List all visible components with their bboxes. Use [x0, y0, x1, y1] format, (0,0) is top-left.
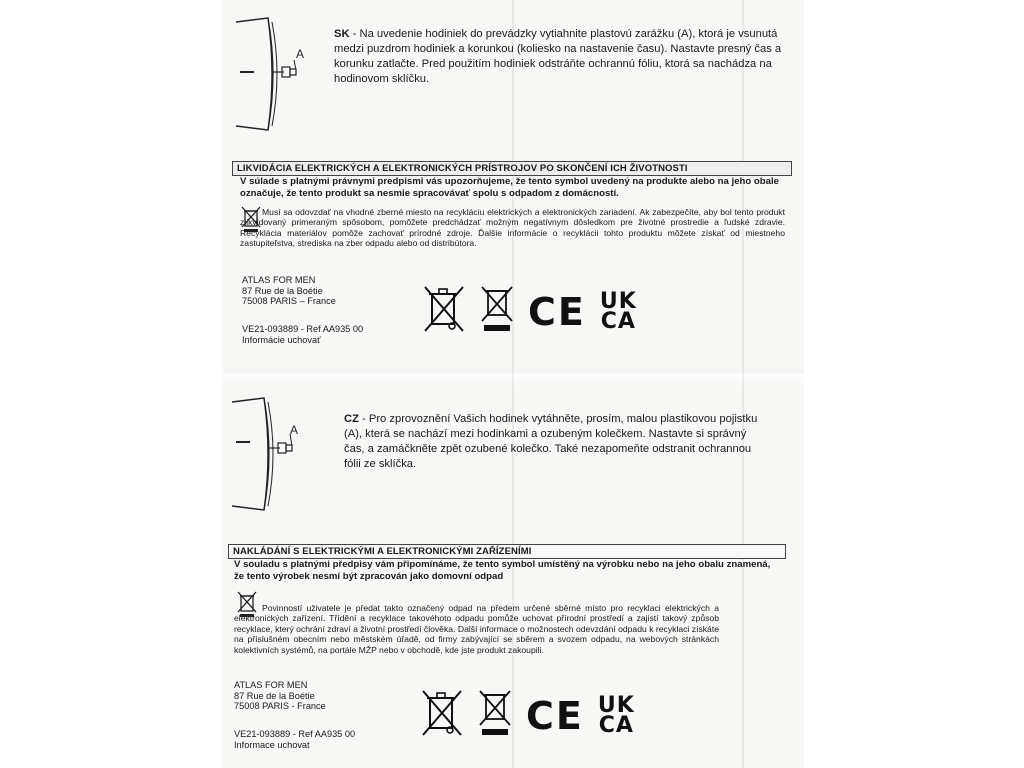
address-line: 87 Rue de la Boétie: [234, 690, 315, 701]
ukca-top: UK: [597, 692, 635, 718]
weee-bin-icon: [422, 284, 466, 339]
sk-certification-logos: [422, 284, 651, 339]
ukca-bottom: CA: [598, 712, 634, 738]
watch-crown-diagram: [228, 394, 308, 512]
sk-section-header: LIKVIDÁCIA ELEKTRICKÝCH A ELEKTRONICKÝCH PRÍSTROJOV PO SKONČENÍ ICH ŽIVOTNOSTI: [232, 161, 792, 176]
sk-intro-text: [334, 27, 800, 87]
cz-section-header: NAKLÁDÁNÍ S ELEKTRICKÝMI A ELEKTRONICKÝMI ZAŘÍZENÍMI: [228, 544, 786, 559]
address-line: ATLAS FOR MEN: [242, 275, 316, 285]
sk-lang-code: SK: [334, 28, 350, 40]
weee-bin-bar-icon: [478, 689, 512, 742]
cz-address: [234, 680, 326, 712]
cz-intro-body: - Pro zprovoznění Vašich hodinek vytáhněte, prosím, malou plastikovou pojistku (A), která se nachází mezi hodinkami a ozubeným kolečkem. Nastavte si správný čas, a zamáčkněte zpět ozubené kolečko. Také nezapomeňte odstranit ochrannou fólii ze sklíčka.: [344, 413, 758, 470]
address-line: ATLAS FOR MEN: [234, 680, 308, 690]
ce-mark: CE: [526, 693, 584, 738]
sk-small-paragraph: Musí sa odovzdať na vhodné zberné miesto na recykláciu elektrických a elektronických zariadení. Ak zabezpečíte, aby bol tento produkt zlikvidovaný primeraným spôsobom, pomôžete predchádzať možným negatívnym dôsledkom pre životné prostredie a ľudské zdravie. Recyklácia materiálov pomôže zachovať prírodné zdroje. Ďalšie informácie o recyklácii tohto produktu môžete získať od miestneho zastupiteľstva, strediska na zber odpadu alebo od distribútora.: [240, 207, 785, 249]
sk-intro-body: - Na uvedenie hodiniek do prevádzky vytiahnite plastovú zarážku (A), ktorá je vsunutá medzi puzdrom hodiniek a korunkou (koliesko na nastavenie času). Nastavte presný čas a korunku zatlačte. Pred použitím hodiniek odstráňte ochrannú fóliu, ktorá sa nachádza na hodinovom sklíčku.: [334, 28, 782, 85]
paper-fold: [742, 0, 744, 768]
cz-lang-code: CZ: [344, 413, 359, 425]
cz-certification-logos: [420, 688, 649, 743]
watch-label-a: A: [296, 47, 305, 61]
reference-line: VE21-093889 - Ref AA935 00: [234, 729, 356, 739]
ce-mark: CE: [528, 289, 586, 334]
ukca-mark: [599, 288, 637, 334]
reference-line: VE21-093889 - Ref AA935 00: [242, 324, 364, 334]
address-line: 75008 PARIS - France: [234, 701, 326, 712]
cz-small-paragraph: Povinností uživatele je předat takto označený odpad na předem určené sběrné místo pro recyklaci elektrických a elektronických zařízení. Třídění a recyklace takovéhoto odpadu pomůže uchovat přírodní prostředí a zajistí takový způsob recyklace, který ochrání zdraví a životní prostředí člověka. Další informace o možnostech odevzdání odpadu k recyklaci získáte na příslušném obecním nebo městském úřadě, od firmy zabývající se sběrem a svozem odpadu, na webových stránkách kolektivních systémů, na portále MŽP nebo v obchodě, kde jste produkt zakoupili.: [234, 603, 719, 655]
sk-reference: [242, 324, 363, 346]
cz-bold-paragraph: V souladu s platnými předpisy vám připomínáme, že tento symbol umístěný na výrobku nebo na jeho obalu znamená, že tento výrobek nesmí být zpracován jako domovní odpad: [234, 559, 771, 582]
reference-line: Informace uchovat: [234, 740, 310, 750]
address-line: 75008 PARIS – France: [242, 296, 336, 307]
ukca-top: UK: [599, 288, 637, 314]
watch-label-a: A: [290, 423, 299, 437]
weee-bin-icon: [420, 688, 464, 743]
sk-address: [242, 275, 336, 307]
watch-crown-diagram: [232, 14, 312, 132]
address-line: 87 Rue de la Boétie: [242, 285, 323, 296]
ukca-mark: [597, 692, 635, 738]
ukca-bottom: CA: [600, 308, 636, 334]
sk-bold-paragraph: V súlade s platnými právnymi predpismi vás upozorňujeme, že tento symbol uvedený na produkte alebo na jeho obale označuje, že tento produkt sa nesmie spracovávať spolu s odpadom z domácností.: [240, 176, 779, 199]
weee-bin-bar-icon: [480, 285, 514, 338]
cz-reference: [234, 729, 355, 751]
reference-line: Informácie uchovať: [242, 335, 321, 345]
cz-intro-text: [344, 412, 764, 472]
